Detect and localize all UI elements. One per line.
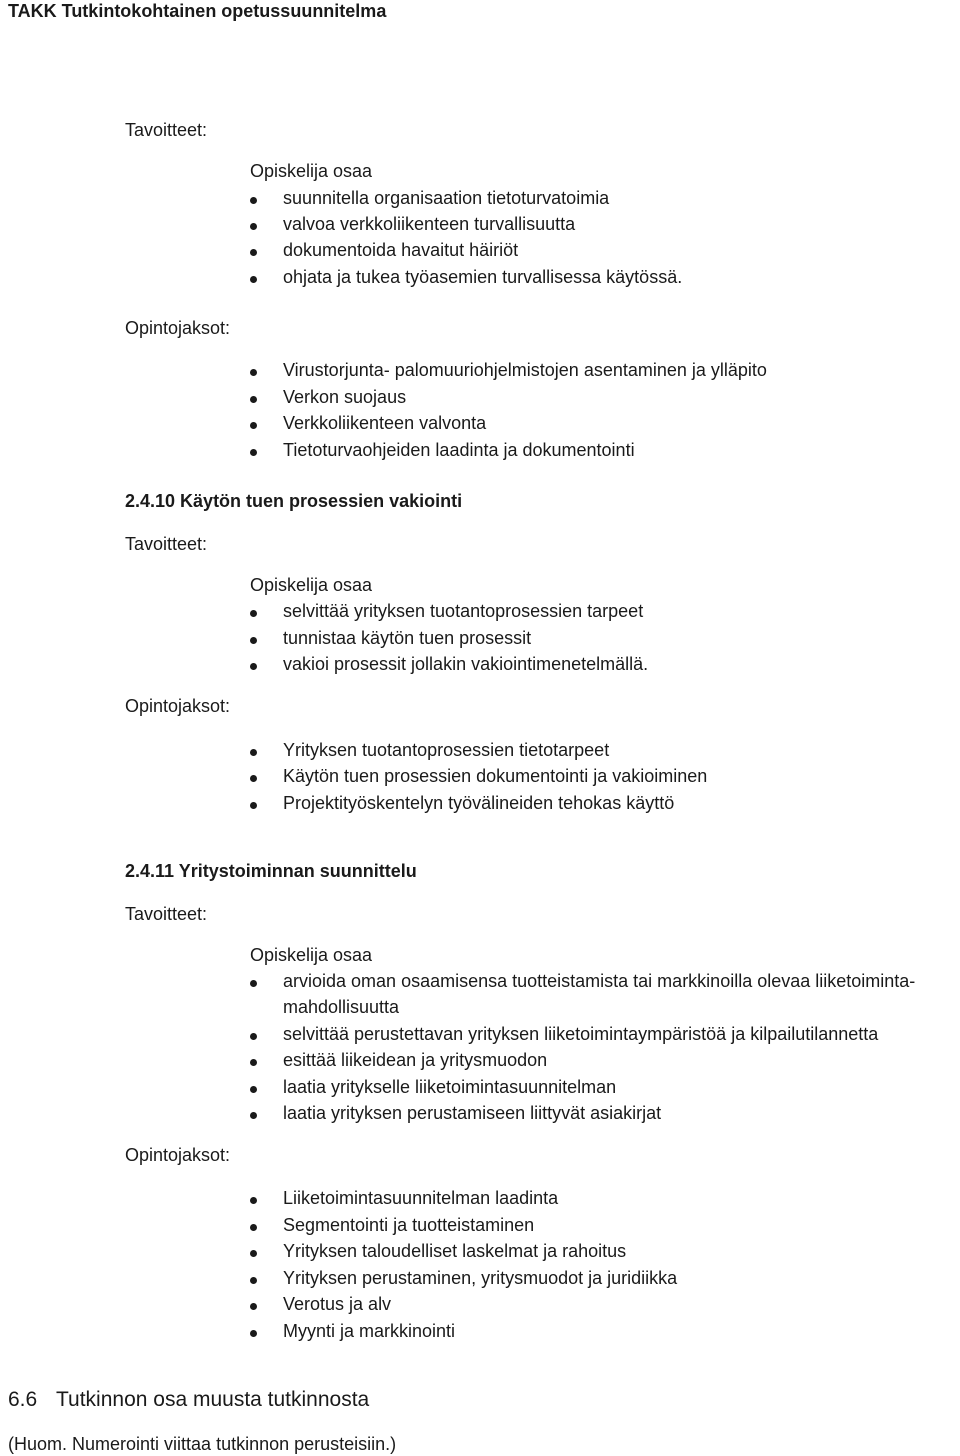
bullet-icon bbox=[250, 1033, 257, 1040]
bullet-icon bbox=[250, 249, 257, 256]
bullet-icon bbox=[250, 663, 257, 670]
section-heading: 2.4.11 Yritystoiminnan suunnittelu bbox=[125, 861, 417, 881]
bullet-icon bbox=[250, 1197, 257, 1204]
section-heading: 2.4.10 Käytön tuen prosessien vakiointi bbox=[125, 491, 463, 511]
goals-label: Tavoitteet: bbox=[125, 904, 208, 924]
units-label: Opintojaksot: bbox=[125, 1145, 231, 1165]
units-label: Opintojaksot: bbox=[125, 696, 231, 716]
bullet-icon bbox=[250, 802, 257, 809]
bullet-icon bbox=[250, 610, 257, 617]
bullet-icon bbox=[250, 637, 257, 644]
units-label: Opintojaksot: bbox=[125, 318, 231, 338]
goals-label: Tavoitteet: bbox=[125, 120, 208, 140]
bullet-icon bbox=[250, 422, 257, 429]
bullet-icon bbox=[250, 1250, 257, 1257]
section-title-text: Tutkinnon osa muusta tutkinnosta bbox=[56, 1388, 370, 1411]
goals-intro: Opiskelija osaa bbox=[250, 161, 373, 181]
goals-intro: Opiskelija osaa bbox=[250, 575, 373, 595]
bullet-icon bbox=[250, 980, 257, 987]
bullet-icon bbox=[250, 1330, 257, 1337]
bullet-icon bbox=[250, 775, 257, 782]
document-header: TAKK Tutkintokohtainen opetussuunnitelma bbox=[8, 1, 387, 21]
bullet-icon bbox=[250, 1224, 257, 1231]
bullet-icon bbox=[250, 396, 257, 403]
goals-label: Tavoitteet: bbox=[125, 534, 208, 554]
goals-intro: Opiskelija osaa bbox=[250, 945, 373, 965]
bullet-icon bbox=[250, 1059, 257, 1066]
bullet-icon bbox=[250, 369, 257, 376]
footnote: (Huom. Numerointi viittaa tutkinnon perusteisiin.) bbox=[8, 1434, 397, 1454]
bullet-icon bbox=[250, 449, 257, 456]
bullet-icon bbox=[250, 223, 257, 230]
bullet-icon bbox=[250, 1112, 257, 1119]
bullet-icon bbox=[250, 1277, 257, 1284]
bullet-icon bbox=[250, 197, 257, 204]
bullet-icon bbox=[250, 1303, 257, 1310]
section-title bbox=[8, 1388, 608, 1418]
section-number: 6.6 bbox=[8, 1388, 38, 1411]
bullet-icon bbox=[250, 749, 257, 756]
bullet-icon bbox=[250, 1086, 257, 1093]
bullet-icon bbox=[250, 276, 257, 283]
